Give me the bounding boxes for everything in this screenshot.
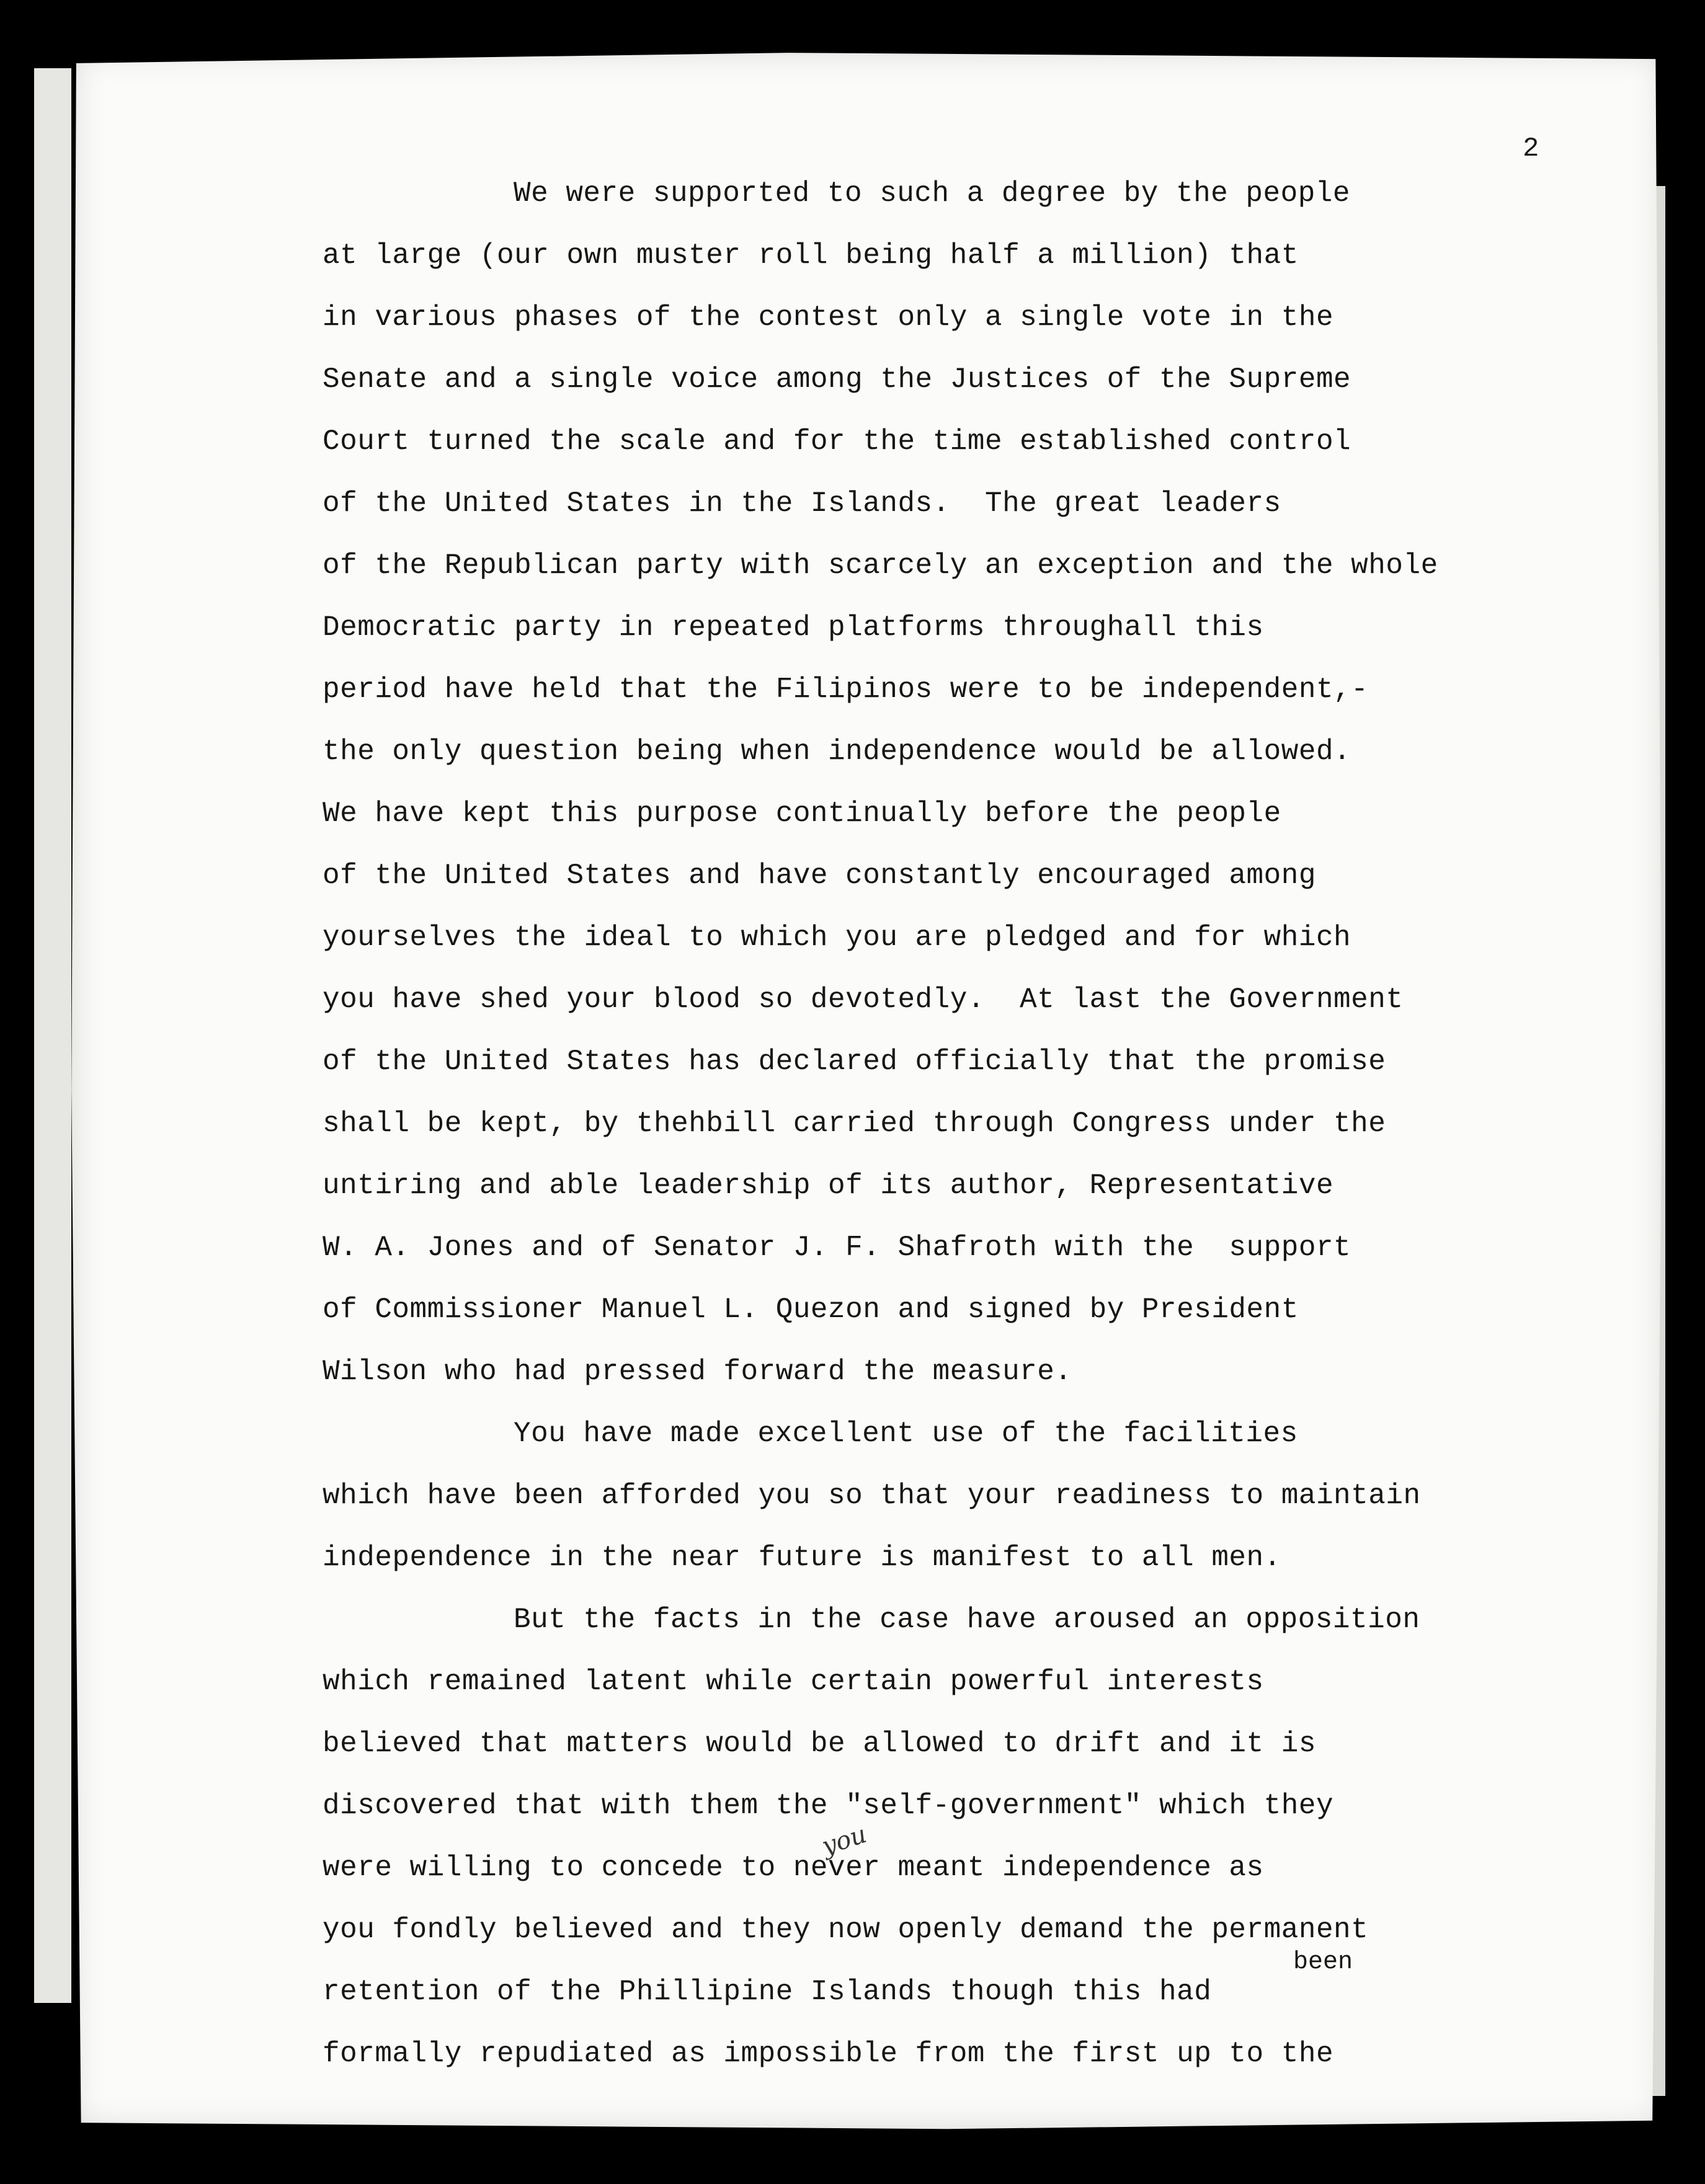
- text-line-4: Senate and a single voice among the Justices of the Supreme: [323, 363, 1351, 396]
- text-line-31: formally repudiated as impossible from the first up to the: [323, 2038, 1334, 2070]
- page-number: 2: [1523, 133, 1539, 164]
- text-line-7: of the Republican party with scarcely an exception and the whole: [323, 549, 1438, 582]
- text-line-28: were willing to concede to never meant independence as: [323, 1852, 1264, 1884]
- text-line-6: of the United States in the Islands. The great leaders: [323, 487, 1281, 520]
- text-line-19: of Commissioner Manuel L. Quezon and signed by President: [323, 1294, 1299, 1326]
- text-line-11: We have kept this purpose continually before the people: [323, 797, 1281, 830]
- text-line-18: W. A. Jones and of Senator J. F. Shafroth with the support: [323, 1232, 1351, 1264]
- text-line-3: in various phases of the contest only a single vote in the: [323, 301, 1334, 334]
- text-line-25: which remained latent while certain powerful interests: [323, 1666, 1264, 1698]
- text-line-30: retention of the Phillipine Islands though this had: [323, 1976, 1212, 2008]
- text-line-5: Court turned the scale and for the time established control: [323, 425, 1351, 458]
- text-line-23: independence in the near future is manifest to all men.: [323, 1542, 1281, 1574]
- document-body: [323, 162, 1563, 2085]
- text-line-12: of the United States and have constantly encouraged among: [323, 859, 1316, 892]
- text-line-13: yourselves the ideal to which you are pledged and for which: [323, 921, 1351, 954]
- text-line-24: But the facts in the case have aroused an opposition: [514, 1604, 1420, 1636]
- text-line-27: discovered that with them the "self-government" which they: [323, 1790, 1334, 1822]
- text-line-2: at large (our own muster roll being half a million) that: [323, 239, 1299, 272]
- text-line-16: shall be kept, by thehbill carried through Congress under the: [323, 1108, 1386, 1140]
- text-line-9: period have held that the Filipinos were to be independent,-: [323, 673, 1369, 706]
- text-line-26: believed that matters would be allowed to drift and it is: [323, 1728, 1316, 1760]
- page-edge-left: [34, 68, 71, 2003]
- text-line-21: You have made excellent use of the facilities: [514, 1418, 1298, 1450]
- text-line-15: of the United States has declared officially that the promise: [323, 1045, 1386, 1078]
- text-line-17: untiring and able leadership of its author, Representative: [323, 1170, 1334, 1202]
- text-line-1: We were supported to such a degree by the people: [514, 177, 1351, 210]
- text-line-20: Wilson who had pressed forward the measure.: [323, 1356, 1072, 1388]
- text-line-14: you have shed your blood so devotedly. At last the Government: [323, 983, 1404, 1016]
- text-line-8: Democratic party in repeated platforms throughall this: [323, 611, 1264, 644]
- text-line-10: the only question being when independence would be allowed.: [323, 735, 1351, 768]
- text-line-29: you fondly believed and they now openly demand the permanent: [323, 1914, 1369, 1946]
- handwritten-insertion: you: [818, 1819, 870, 1862]
- typed-insertion-been: been: [1293, 1948, 1353, 1976]
- text-line-22: which have been afforded you so that your readiness to maintain: [323, 1480, 1421, 1512]
